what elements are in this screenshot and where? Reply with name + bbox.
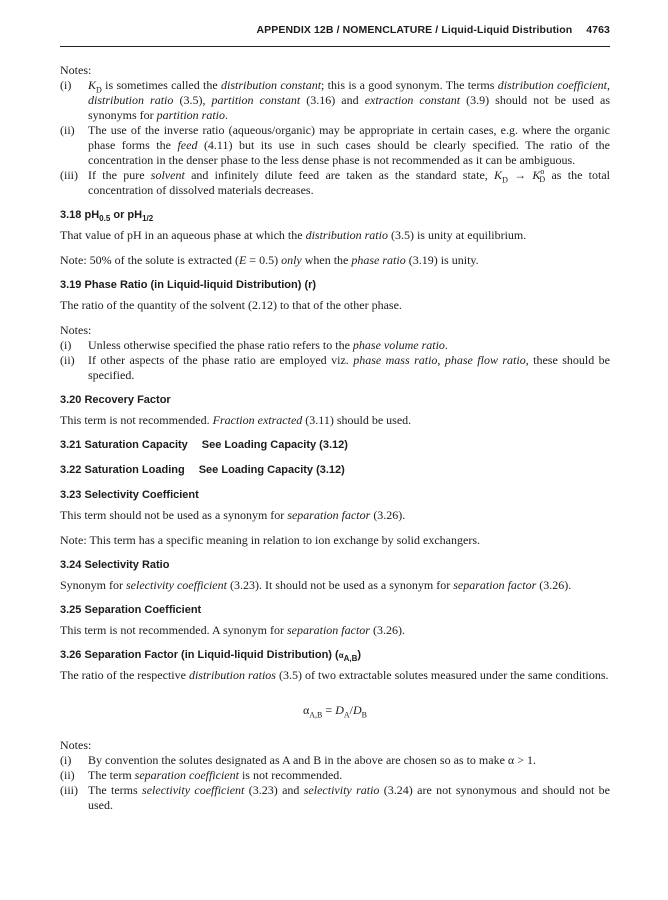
- note-item: [60, 123, 610, 168]
- see-reference: See Loading Capacity (3.12): [201, 439, 348, 451]
- note-number: (i): [60, 78, 72, 92]
- note-item: (ii) If other aspects of the phase ratio are employed viz. phase mass ratio, phase flow ratio, these should be specified.: [60, 353, 610, 382]
- section-heading-3-21: 3.21 Saturation Capacity See Loading Capacity (3.12): [60, 439, 348, 451]
- section-heading-3-25: 3.25 Separation Coefficient: [60, 604, 202, 616]
- section-text: The ratio of the respective distribution ratios (3.5) of two extractable solutes measured under the same conditions.: [60, 668, 609, 682]
- section-heading-3-20: 3.20 Recovery Factor: [60, 394, 171, 406]
- notes-label: Notes:: [60, 323, 92, 337]
- header-title: APPENDIX 12B / NOMENCLATURE / Liquid-Liquid Distribution: [256, 24, 573, 36]
- note-item: (iii) The terms selectivity coefficient (3.23) and selectivity ratio (3.24) are not synonymous and should not be used.: [60, 783, 610, 812]
- notes-label: Notes:: [60, 738, 92, 752]
- note-text: $K_D$ is sometimes called the distribution constant; this is a good synonym. The terms distribution coefficient, distribution ratio (3.5), partition constant (3.16) and extraction constant (3.9) should not be used as synonyms for partition ratio.: [88, 78, 610, 122]
- notes-label: Notes:: [60, 63, 92, 77]
- section-heading-3-23: 3.23 Selectivity Coefficient: [60, 489, 199, 501]
- section-heading-3-26: 3.26 Separation Factor (in Liquid-liquid Distribution) $(\alpha_{A,B})$: [60, 649, 362, 664]
- note-number: (iii): [60, 168, 78, 182]
- note-text: The use of the inverse ratio (aqueous/organic) may be appropriate in certain cases, e.g. where the organic phase forms the feed (4.11) but its use in such cases should be clearly specified. The ratio of the concentration in the denser phase to the less dense phase is not recommended as it can be ambiguous.: [88, 123, 611, 167]
- separation-factor-formula: $\alpha_{A,B} = D_A/D_B$: [302, 703, 367, 720]
- section-heading-3-19: 3.19 Phase Ratio (in Liquid-liquid Distribution) (r): [60, 279, 317, 291]
- note-item: (i) By convention the solutes designated as A and B in the above are chosen so as to make α > 1.: [60, 753, 536, 767]
- section-text: This term is not recommended. Fraction extracted (3.11) should be used.: [60, 413, 412, 427]
- running-header: [60, 24, 610, 47]
- section-note: Note: This term has a specific meaning in relation to ion exchange by solid exchangers.: [60, 533, 480, 547]
- section-heading-3-22: 3.22 Saturation Loading See Loading Capacity (3.12): [60, 464, 345, 476]
- note-item: [60, 78, 610, 123]
- section-text: This term should not be used as a synonym for separation factor (3.26).: [60, 508, 406, 522]
- section-text: The ratio of the quantity of the solvent (2.12) to that of the other phase.: [60, 298, 402, 312]
- section-heading-3-24: 3.24 Selectivity Ratio: [60, 559, 170, 571]
- section-text: Synonym for selectivity coefficient (3.23). It should not be used as a synonym for separation factor (3.26).: [60, 578, 572, 592]
- main-content: [60, 63, 610, 813]
- section-text: This term is not recommended. A synonym for separation factor (3.26).: [60, 623, 405, 637]
- note-item: [60, 168, 610, 198]
- section-text: That value of pH in an aqueous phase at which the distribution ratio (3.5) is unity at equilibrium.: [60, 228, 527, 242]
- note-item: (i) Unless otherwise specified the phase ratio refers to the phase volume ratio.: [60, 338, 448, 352]
- section-heading-3-18: 3.18 $pH_{0.5}$ or $pH_{1/2}$: [60, 209, 154, 224]
- note-text: If the pure solvent and infinitely dilute feed are taken as the standard state, $K_D \to K^o_D$ as the total concentration of dissolved materials decreases.: [88, 167, 611, 197]
- see-reference: See Loading Capacity (3.12): [198, 464, 345, 476]
- note-number: (ii): [60, 123, 75, 137]
- note-item: (ii) The term separation coefficient is not recommended.: [60, 768, 343, 782]
- page-number: 4763: [586, 24, 610, 36]
- section-note: Note: 50% of the solute is extracted (E = 0.5) only when the phase ratio (3.19) is unity.: [60, 253, 479, 267]
